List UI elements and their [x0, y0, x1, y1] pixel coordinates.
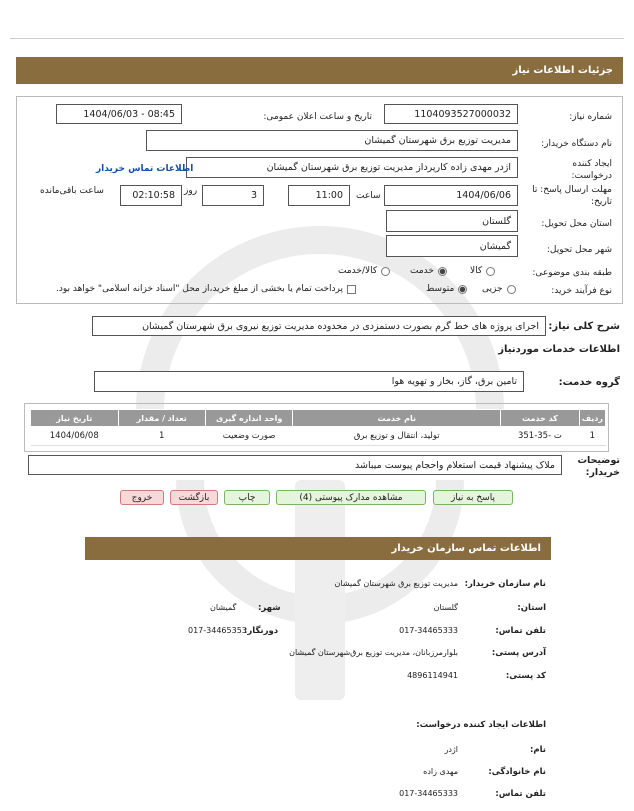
- process-minor-label: جزیی: [482, 284, 503, 294]
- creator-info-title: اطلاعات ایجاد کننده درخواست:: [416, 720, 546, 730]
- category-both-label: کالا/خدمت: [338, 266, 378, 276]
- category-option-service[interactable]: [410, 266, 447, 276]
- process-option-minor[interactable]: [482, 284, 516, 294]
- deadline-time-field: 11:00: [288, 185, 350, 206]
- notes-field: ملاک پیشنهاد قیمت استعلام واحجام پیوست میباشد: [28, 455, 562, 475]
- cell-unit: صورت وضعیت: [205, 427, 292, 446]
- contact-address-label: آدرس پستی:: [491, 648, 546, 658]
- contact-address: بلوارمرزبانان، مدیریت توزیع برق‌شهرستان گمیشان: [289, 648, 458, 657]
- col-unit: واحد اندازه گیری: [205, 410, 292, 427]
- items-table-header: [31, 410, 606, 427]
- cell-row: 1: [579, 427, 605, 446]
- process-medium-label: متوسط: [426, 284, 455, 294]
- exit-button[interactable]: خروج: [120, 490, 164, 505]
- service-group-field: تامین برق، گاز، بخار و تهویه هوا: [94, 371, 524, 392]
- summary-field: اجرای پروژه های خط گرم بصورت دستمزدی در محدوده مدیریت توزیع نیروی برق شهرستان گمیشان: [92, 316, 546, 336]
- remaining-time-field: 02:10:58: [120, 185, 182, 206]
- province-label: استان محل تحویل:: [541, 219, 612, 229]
- creator-label: ایجاد کننده درخواست:: [571, 159, 612, 181]
- col-qty: تعداد / مقدار: [118, 410, 205, 427]
- contact-org: مدیریت توزیع برق شهرستان گمیشان: [334, 579, 458, 588]
- deadline-time-label: ساعت: [356, 191, 381, 201]
- contact-postal: 4896114941: [407, 671, 458, 680]
- summary-label: شرح کلی نیاز:: [548, 321, 620, 332]
- attachments-button[interactable]: مشاهده مدارک پیوستی (4): [276, 490, 426, 505]
- category-both-radio[interactable]: [381, 267, 390, 276]
- process-minor-radio[interactable]: [507, 285, 516, 294]
- category-option-both[interactable]: [338, 266, 390, 276]
- contact-phone: 017-34465333: [399, 626, 458, 635]
- announce-field: 1404/06/03 - 08:45: [56, 104, 182, 124]
- category-label: طبقه بندی موضوعی:: [532, 268, 612, 278]
- buyer-org-field: مدیریت توزیع برق شهرستان گمیشان: [146, 130, 518, 151]
- creator-family: مهدی زاده: [423, 767, 458, 776]
- creator-family-label: نام خانوادگی:: [488, 767, 546, 777]
- process-option-medium[interactable]: [426, 284, 467, 294]
- buyer-org-label: نام دستگاه خریدار:: [541, 139, 612, 149]
- buyer-contact-link[interactable]: اطلاعات تماس خریدار: [96, 164, 194, 174]
- services-title: اطلاعات خدمات موردنیاز: [498, 344, 620, 355]
- contact-city-label: شهر:: [258, 603, 281, 613]
- contact-org-label: نام سازمان خریدار:: [464, 579, 546, 589]
- cell-code: ت -35-351: [501, 427, 580, 446]
- contact-fax-label: دورنگار:: [244, 626, 279, 636]
- contact-province-label: استان:: [517, 603, 546, 613]
- col-name: نام خدمت: [293, 410, 501, 427]
- payment-note: پرداخت تمام یا بخشی از مبلغ خرید،از محل "اسناد خزانه اسلامی" خواهد بود.: [56, 284, 344, 294]
- contact-header: [85, 537, 551, 560]
- category-goods-radio[interactable]: [486, 267, 495, 276]
- creator-field: اژدر مهدی زاده کارپرداز مدیریت توزیع برق شهرستان گمیشان: [186, 157, 518, 178]
- deadline-date-field: 1404/06/06: [384, 185, 518, 206]
- process-medium-radio[interactable]: [458, 285, 467, 294]
- province-field: گلستان: [386, 210, 518, 232]
- page-title: جزئیات اطلاعات نیاز: [512, 65, 613, 76]
- creator-phone: 017-34465333: [399, 789, 458, 798]
- items-table: [30, 409, 606, 446]
- col-code: کد خدمت: [501, 410, 580, 427]
- remaining-label: ساعت باقی‌مانده: [40, 186, 104, 196]
- cell-name: تولید، انتقال و توزیع برق: [293, 427, 501, 446]
- days-field: 3: [202, 185, 264, 206]
- col-row: ردیف: [579, 410, 605, 427]
- creator-name: اژدر: [444, 745, 458, 754]
- category-service-label: خدمت: [410, 266, 434, 276]
- payment-checkbox[interactable]: [347, 285, 356, 294]
- cell-qty: 1: [118, 427, 205, 446]
- contact-phone-label: تلفن تماس:: [495, 626, 546, 636]
- payment-option[interactable]: [56, 284, 356, 294]
- contact-city: گمیشان: [210, 603, 237, 612]
- days-label: روز: [184, 186, 198, 196]
- city-field: گمیشان: [386, 235, 518, 257]
- need-number-label: شماره نیاز:: [569, 112, 612, 122]
- page-header: [16, 57, 623, 84]
- table-row: [31, 427, 606, 446]
- cell-date: 1404/06/08: [31, 427, 119, 446]
- print-button[interactable]: چاپ: [224, 490, 270, 505]
- announce-label: تاریخ و ساعت اعلان عمومی:: [263, 112, 372, 122]
- process-label: نوع فرآیند خرید:: [551, 286, 612, 296]
- contact-postal-label: کد پستی:: [505, 671, 546, 681]
- city-label: شهر محل تحویل:: [546, 245, 612, 255]
- deadline-label: مهلت ارسال پاسخ: تا تاریخ:: [532, 185, 612, 207]
- notes-label: توضیحات خریدار:: [577, 455, 620, 478]
- contact-province: گلستان: [433, 603, 458, 612]
- col-date: تاریخ نیاز: [31, 410, 119, 427]
- contact-title: اطلاعات تماس سازمان خریدار: [391, 543, 541, 554]
- need-number-field: 1104093527000032: [384, 104, 518, 124]
- service-group-label: گروه خدمت:: [558, 377, 620, 388]
- respond-button[interactable]: پاسخ به نیاز: [433, 490, 513, 505]
- creator-name-label: نام:: [529, 745, 546, 755]
- top-divider: [10, 38, 624, 39]
- category-goods-label: کالا: [470, 266, 483, 276]
- category-service-radio[interactable]: [438, 267, 447, 276]
- creator-phone-label: تلفن تماس:: [495, 789, 546, 799]
- back-button[interactable]: بازگشت: [170, 490, 218, 505]
- category-option-goods[interactable]: [470, 266, 495, 276]
- contact-fax: 017-34465353: [188, 626, 247, 635]
